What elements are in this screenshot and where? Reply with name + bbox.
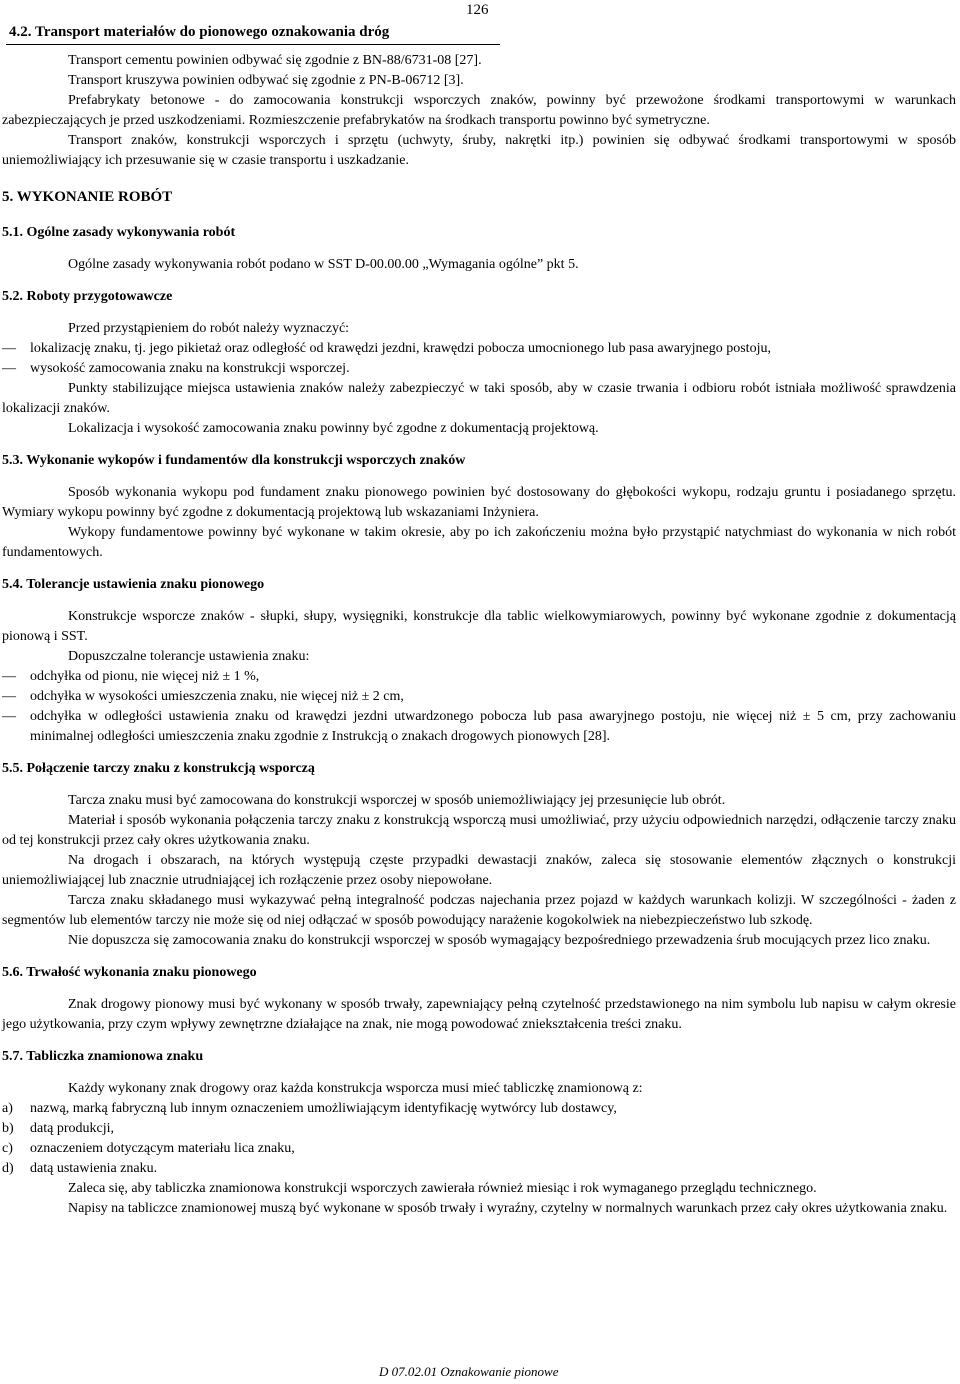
paragraph: Transport kruszywa powinien odbywać się zgodnie z PN-B-06712 [3]. — [68, 73, 464, 88]
paragraph: Lokalizacja i wysokość zamocowania znaku powinny być zgodne z dokumentacją projektową. — [68, 421, 599, 436]
subsection-heading: 5.3. Wykonanie wykopów i fundamentów dla konstrukcji wsporczych znaków — [2, 453, 466, 468]
section-heading: 4.2. Transport materiałów do pionowego oznakowania dróg — [9, 24, 390, 40]
subsection-heading: 5.7. Tabliczka znamionowa znaku — [2, 1049, 204, 1064]
paragraph: Transport znaków, konstrukcji wsporczych i sprzętu (uchwyty, śruby, nakrętki itp.) powinien się odbywać środkami transportowymi w sposób uniemożliwiający ich przesuwanie się w czasie transportu i uszkadzanie. — [2, 133, 956, 168]
paragraph: Materiał i sposób wykonania połączenia tarczy znaku z konstrukcją wsporczą musi umożliwiać, przy użyciu odpowiednich narzędzi, odłączenie tarczy znaku od tej konstrukcji przez cały okres użytkowania znaku. — [2, 813, 956, 848]
paragraph: Zaleca się, aby tabliczka znamionowa konstrukcji wsporczych zawierała również miesiąc i rok wymaganego przeglądu technicznego. — [68, 1181, 817, 1196]
subsection-heading: 5.1. Ogólne zasady wykonywania robót — [2, 225, 236, 240]
transport-section — [2, 51, 956, 171]
list-marker: — — [2, 669, 16, 684]
list-marker: c) — [2, 1141, 13, 1156]
subsection-heading: 5.2. Roboty przygotowawcze — [2, 289, 173, 304]
paragraph: Każdy wykonany znak drogowy oraz każda konstrukcja wsporcza musi mieć tabliczkę znamionową z: — [68, 1081, 643, 1096]
paragraph: Prefabrykaty betonowe - do zamocowania konstrukcji wsporczych znaków, powinny być przewożone środkami transportowymi w warunkach zabezpieczających je przed uszkodzeniami. Rozmieszczenie prefabrykatów na środkach transportu powinno być symetryczne. — [2, 93, 956, 128]
paragraph: Wykopy fundamentowe powinny być wykonane w takim okresie, aby po ich zakończeniu można było przystąpić natychmiast do wykonania w nich robót fundamentowych. — [2, 525, 956, 560]
list-marker: — — [2, 709, 16, 724]
paragraph: Znak drogowy pionowy musi być wykonany w sposób trwały, zapewniający pełną czytelność przedstawionego na nim symbolu lub napisu w całym okresie jego użytkowania, przy czym wpływy zewnętrzne działające na znak, nie mogą powodować zniekształcenia treści znaku. — [2, 997, 956, 1032]
paragraph: Nie dopuszcza się zamocowania znaku do konstrukcji wsporczej w sposób wymagający bezpośredniego przewadzenia śrub mocujących przez lico znaku. — [68, 933, 931, 948]
list-marker: a) — [2, 1101, 13, 1116]
paragraph: Dopuszczalne tolerancje ustawienia znaku: — [68, 649, 310, 664]
subsection-heading: 5.5. Połączenie tarczy znaku z konstrukcją wsporczą — [2, 761, 315, 776]
lettered-list — [2, 1099, 956, 1179]
list-marker: — — [2, 341, 16, 356]
dash-list — [2, 339, 956, 379]
paragraph: Punkty stabilizujące miejsca ustawienia znaków należy zabezpieczyć w taki sposób, aby w czasie trwania i odbioru robót istniała możliwość sprawdzenia lokalizacji znaków. — [2, 381, 956, 416]
paragraph: Konstrukcje wsporcze znaków - słupki, słupy, wysięgniki, konstrukcje dla tablic wielkowymiarowych, powinny być wykonane zgodnie z dokumentacją pionową i SST. — [2, 609, 956, 644]
list-item: — wysokość zamocowania znaku na konstrukcji wsporczej. — [2, 359, 956, 379]
list-marker: — — [2, 689, 16, 704]
list-item: — odchyłka w wysokości umieszczenia znaku, nie więcej niż ± 2 cm, — [2, 687, 956, 707]
list-item: c) oznaczeniem dotyczącym materiału lica znaku, — [2, 1139, 956, 1159]
list-item: — odchyłka w odległości ustawienia znaku od krawędzi jezdni utwardzonego pobocza lub pasa awaryjnego postoju, nie więcej niż ± 5 cm, przy zachowaniu minimalnej odległości umieszczenia znaku zgodnie z Instrukcją o znakach drogowych pionowych [28]. — [2, 709, 956, 744]
paragraph: Ogólne zasady wykonywania robót podano w SST D-00.00.00 „Wymagania ogólne” pkt 5. — [68, 257, 579, 272]
list-item: — odchyłka od pionu, nie więcej niż ± 1 %, — [2, 667, 956, 687]
subsection-heading: 5.4. Tolerancje ustawienia znaku pionowego — [2, 577, 265, 592]
subsection-heading: 5.6. Trwałość wykonania znaku pionowego — [2, 965, 257, 980]
chapter-heading: 5. WYKONANIE ROBÓT — [2, 189, 173, 205]
page-footer: D 07.02.01 Oznakowanie pionowe — [379, 1364, 559, 1379]
document-body — [2, 51, 956, 1219]
dash-list — [2, 667, 956, 747]
list-marker: d) — [2, 1161, 14, 1176]
paragraph: Tarcza znaku składanego musi wykazywać pełną integralność podczas najechania przez pojazd w każdych warunkach kolizji. W szczególności - żaden z segmentów lub elementów tarczy nie może się od niej odłączać w sposób powodujący narażenie kogokolwiek na niebezpieczeństwo lub szkodę. — [2, 893, 956, 928]
paragraph: Przed przystąpieniem do robót należy wyznaczyć: — [68, 321, 350, 336]
list-marker: b) — [2, 1121, 14, 1136]
page-number: 126 — [466, 2, 489, 18]
paragraph: Transport cementu powinien odbywać się zgodnie z BN-88/6731-08 [27]. — [68, 53, 482, 68]
paragraph: Na drogach i obszarach, na których występują częste przypadki dewastacji znaków, zaleca się stosowanie elementów złącznych o konstrukcji uniemożliwiającej lub znacznie utrudniającej ich rozłączenie przez osoby niepowołane. — [2, 853, 956, 888]
header-rule — [6, 44, 500, 45]
list-marker: — — [2, 361, 16, 376]
list-item: a) nazwą, marką fabryczną lub innym oznaczeniem umożliwiającym identyfikację wytwórcy lub dostawcy, — [2, 1099, 956, 1119]
list-item: d) datą ustawienia znaku. — [2, 1159, 956, 1179]
paragraph: Napisy na tabliczce znamionowej muszą być wykonane w sposób trwały i wyraźny, czytelny w normalnych warunkach przez cały okres użytkowania znaku. — [68, 1201, 948, 1216]
paragraph: Sposób wykonania wykopu pod fundament znaku pionowego powinien być dostosowany do głębokości wykopu, rodzaju gruntu i posiadanego sprzętu. Wymiary wykopu powinny być zgodne z dokumentacją projektową lub wskazaniami Inżyniera. — [2, 485, 956, 520]
list-item: b) datą produkcji, — [2, 1119, 956, 1139]
paragraph: Tarcza znaku musi być zamocowana do konstrukcji wsporczej w sposób uniemożliwiający jej przesunięcie lub obrót. — [68, 793, 726, 808]
list-item: — lokalizację znaku, tj. jego pikietaż oraz odległość od krawędzi jezdni, krawędzi pobocza umocnionego lub pasa awaryjnego postoju, — [2, 339, 956, 359]
